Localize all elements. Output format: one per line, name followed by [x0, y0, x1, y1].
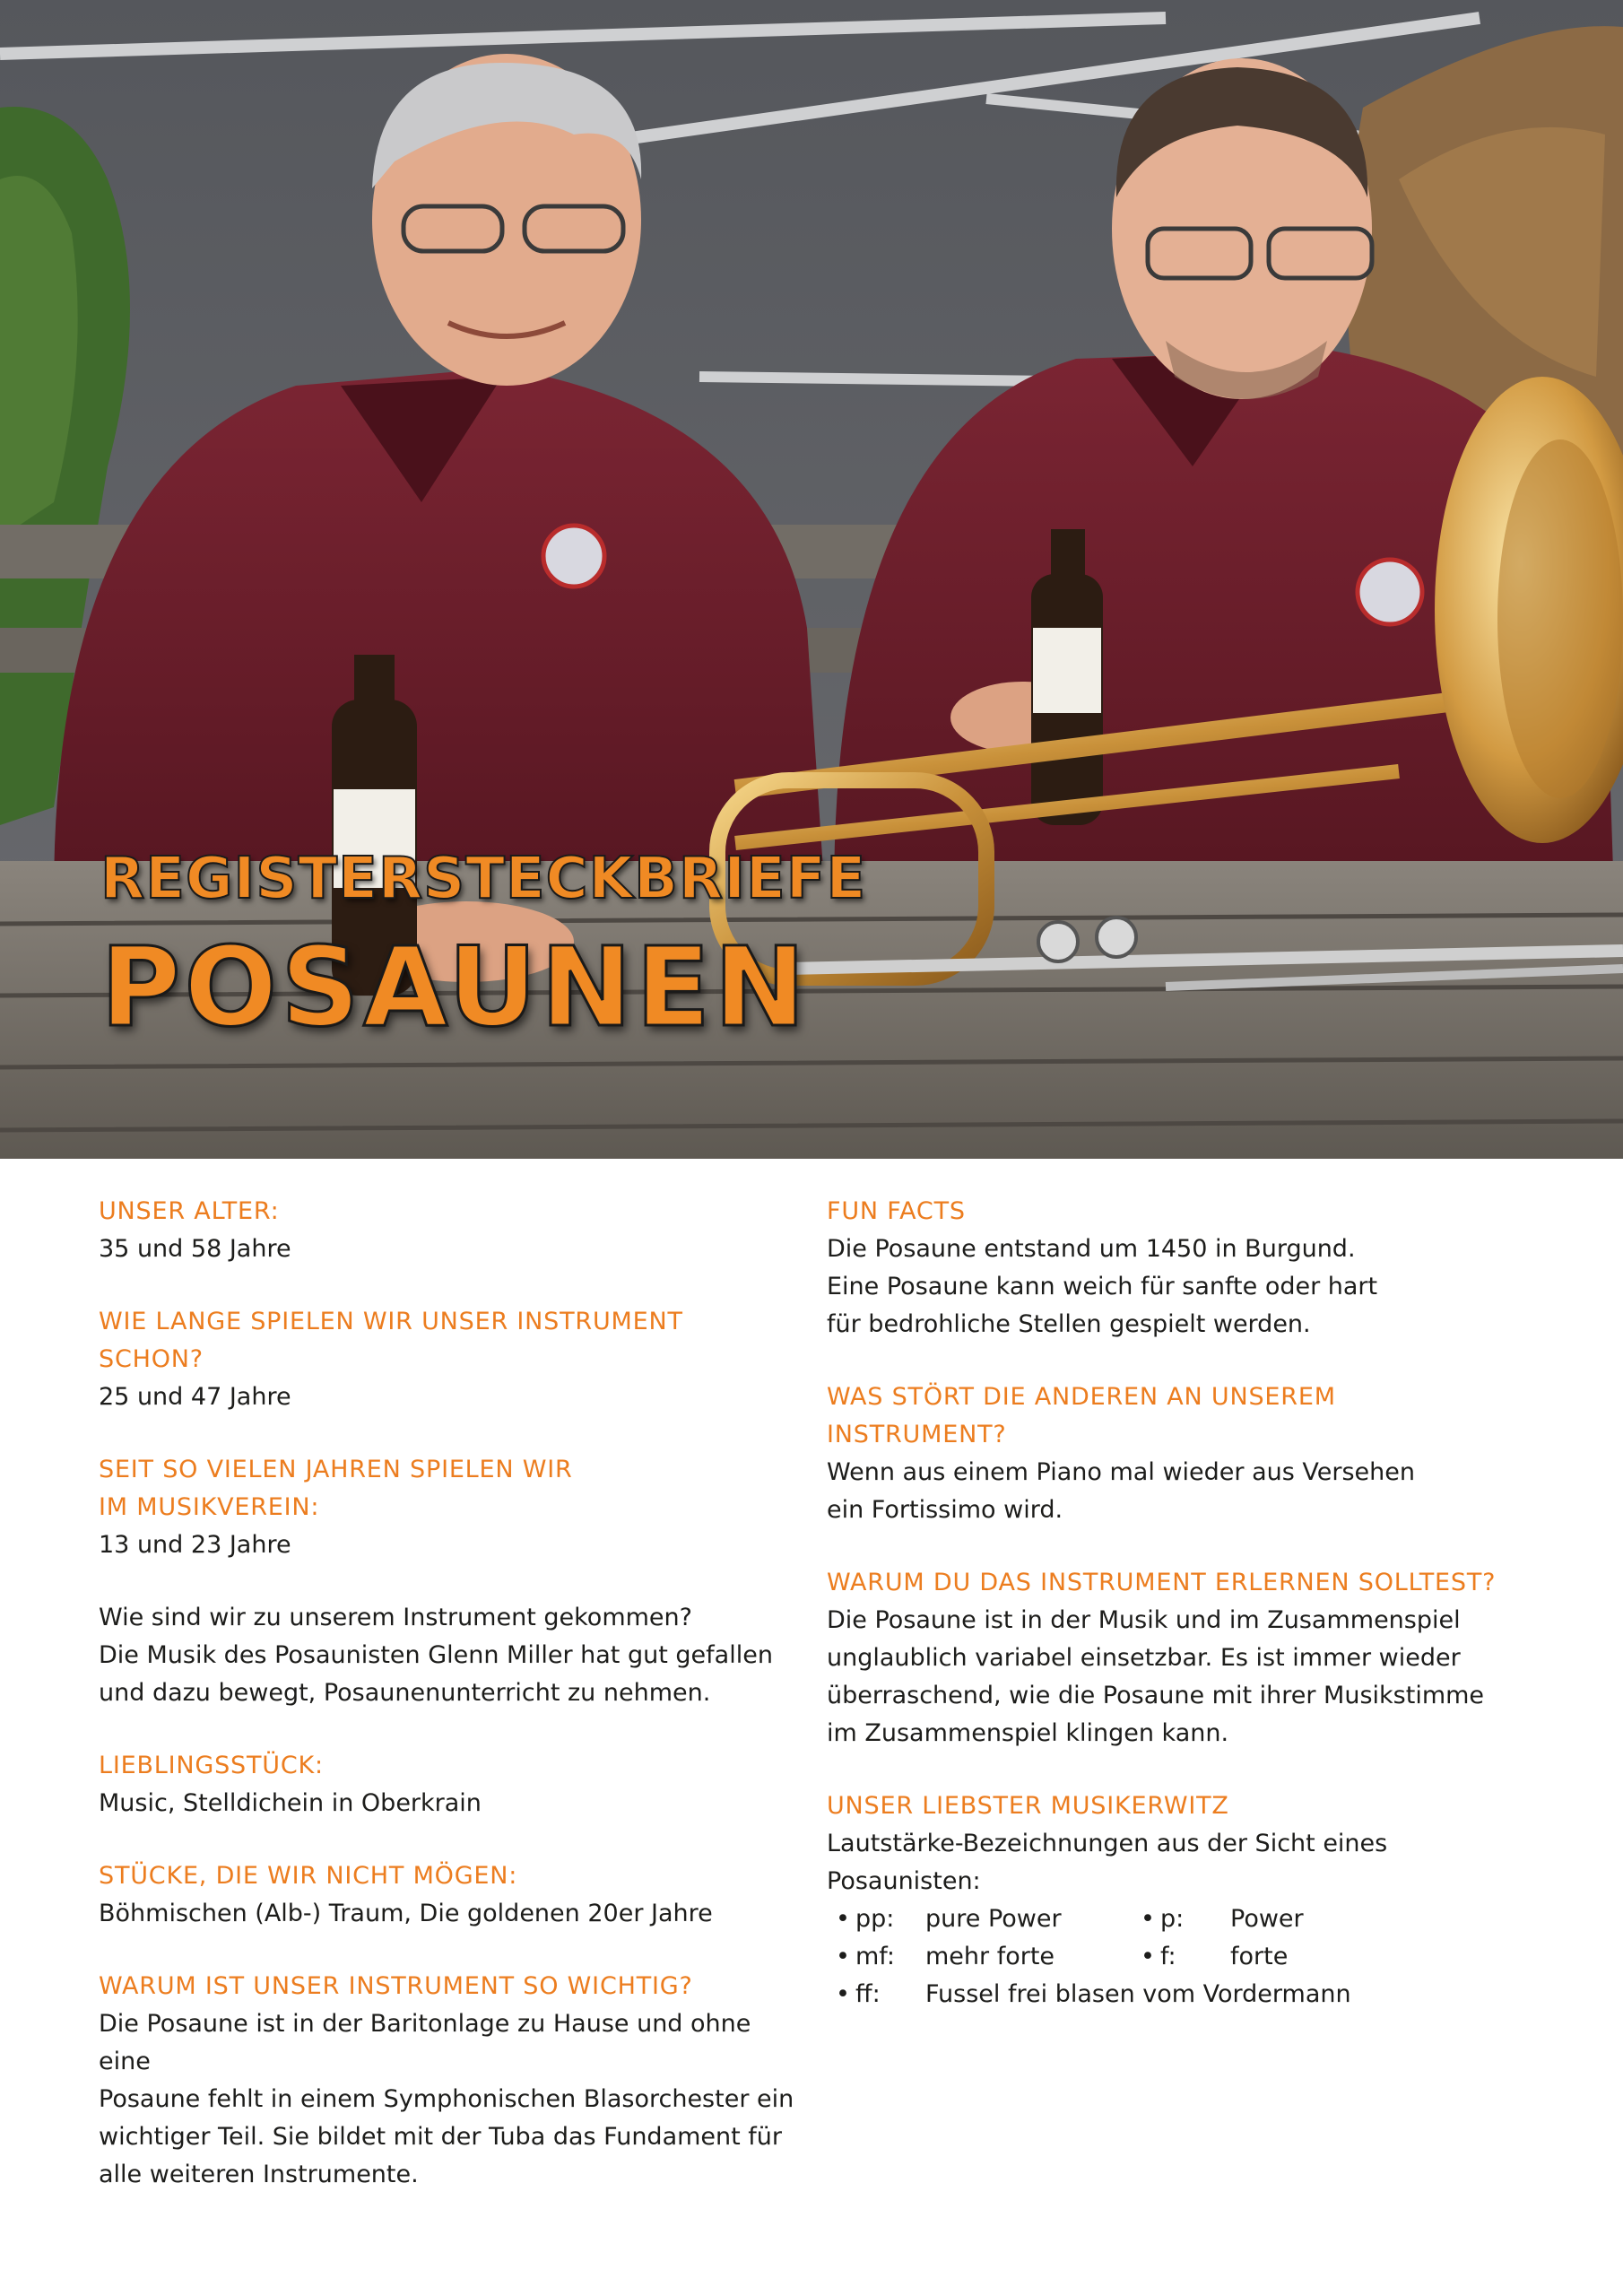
glossary-abbr: pp: [855, 1905, 895, 1933]
glossary-text: Fussel frei blasen vom Vordermann [925, 1980, 1351, 2008]
dynamics-glossary [827, 1900, 1526, 2013]
answer-joke-intro: Lautstärke-Bezeichnungen aus der Sicht eines Posaunisten: [827, 1830, 1388, 1895]
glossary-row [827, 1900, 1526, 1938]
question-favorite-piece: LIEBLINGSSTÜCK: [99, 1752, 324, 1779]
bullet: • [836, 1905, 850, 1933]
answer-disliked-pieces: Böhmischen (Alb-) Traum, Die goldenen 20er Jahre [99, 1900, 713, 1927]
glossary-text: pure Power [925, 1905, 1062, 1933]
right-column [827, 1193, 1526, 2048]
answer-why-learn: Die Posaune ist in der Musik und im Zusammenspiel unglaublich variabel einsetzbar. Es ist immer wieder überraschend, wie die Posaune mit ihrer Musikstimme im Zusammenspiel klingen kann. [827, 1606, 1485, 1747]
section-favorite-piece [99, 1747, 807, 1822]
answer-why-important: Die Posaune ist in der Baritonlage zu Hause und ohne eine Posaune fehlt in einem Symphonischen Blasorchester ein wichtiger Teil. Sie bildet mit der Tuba das Fundament für alle weiteren Instrumente. [99, 2010, 794, 2188]
glossary-item [1132, 1900, 1436, 1938]
section-disliked-pieces [99, 1857, 807, 1933]
section-why-learn [827, 1564, 1526, 1752]
question-age: UNSER ALTER: [99, 1197, 280, 1225]
bullet: • [1141, 1943, 1155, 1970]
section-age [99, 1193, 807, 1268]
section-annoyance [827, 1378, 1526, 1529]
answer-fun-facts: Die Posaune entstand um 1450 in Burgund. Eine Posaune kann weich für sanfte oder hart für bedrohliche Stellen gespielt werden. [827, 1235, 1378, 1338]
answer-favorite-piece: Music, Stelldichein in Oberkrain [99, 1789, 482, 1817]
question-joke: UNSER LIEBSTER MUSIKERWITZ [827, 1792, 1229, 1820]
glossary-row [827, 1976, 1526, 2013]
question-annoyance: WAS STÖRT DIE ANDEREN AN UNSEREM INSTRUMENT? [827, 1383, 1336, 1448]
bullet: • [836, 1980, 850, 2008]
title-block [100, 846, 867, 1051]
paragraph-how-we-started: Wie sind wir zu unserem Instrument gekommen? Die Musik des Posaunisten Glenn Miller hat gut gefallen und dazu bewegt, Posaunenunterricht zu nehmen. [99, 1604, 773, 1707]
glossary-abbr: f: [1160, 1943, 1176, 1970]
glossary-text: forte [1230, 1943, 1289, 1970]
glossary-item [827, 1976, 1463, 2013]
glossary-abbr: p: [1160, 1905, 1185, 1933]
glossary-item [1132, 1938, 1436, 1976]
question-fun-facts: FUN FACTS [827, 1197, 966, 1225]
glossary-row [827, 1938, 1526, 1976]
glossary-item [827, 1938, 1132, 1976]
question-why-important: WARUM IST UNSER INSTRUMENT SO WICHTIG? [99, 1972, 693, 2000]
glossary-item [827, 1900, 1132, 1938]
section-membership [99, 1451, 807, 1564]
answer-membership: 13 und 23 Jahre [99, 1531, 291, 1559]
section-joke [827, 1787, 1526, 2013]
glossary-text: mehr forte [925, 1943, 1055, 1970]
answer-annoyance: Wenn aus einem Piano mal wieder aus Versehen ein Fortissimo wird. [827, 1458, 1415, 1524]
bullet: • [1141, 1905, 1155, 1933]
answer-age: 35 und 58 Jahre [99, 1235, 291, 1263]
bullet: • [836, 1943, 850, 1970]
question-disliked-pieces: STÜCKE, DIE WIR NICHT MÖGEN: [99, 1862, 518, 1890]
question-why-learn: WARUM DU DAS INSTRUMENT ERLERNEN SOLLTEST? [827, 1569, 1497, 1596]
section-playing-duration [99, 1303, 807, 1416]
glossary-abbr: mf: [855, 1943, 895, 1970]
section-fun-facts [827, 1193, 1526, 1344]
glossary-abbr: ff: [855, 1980, 881, 2008]
page-title: POSAUNEN [100, 924, 810, 1051]
left-column [99, 1193, 807, 2229]
answer-playing-duration: 25 und 47 Jahre [99, 1383, 291, 1411]
glossary-text: Power [1230, 1905, 1304, 1933]
question-membership: SEIT SO VIELEN JAHREN SPIELEN WIR IM MUSIKVEREIN: [99, 1456, 573, 1521]
section-why-important [99, 1968, 807, 2194]
question-playing-duration: WIE LANGE SPIELEN WIR UNSER INSTRUMENT SCHON? [99, 1308, 683, 1373]
page-kicker: REGISTERSTECKBRIEFE [100, 846, 867, 912]
